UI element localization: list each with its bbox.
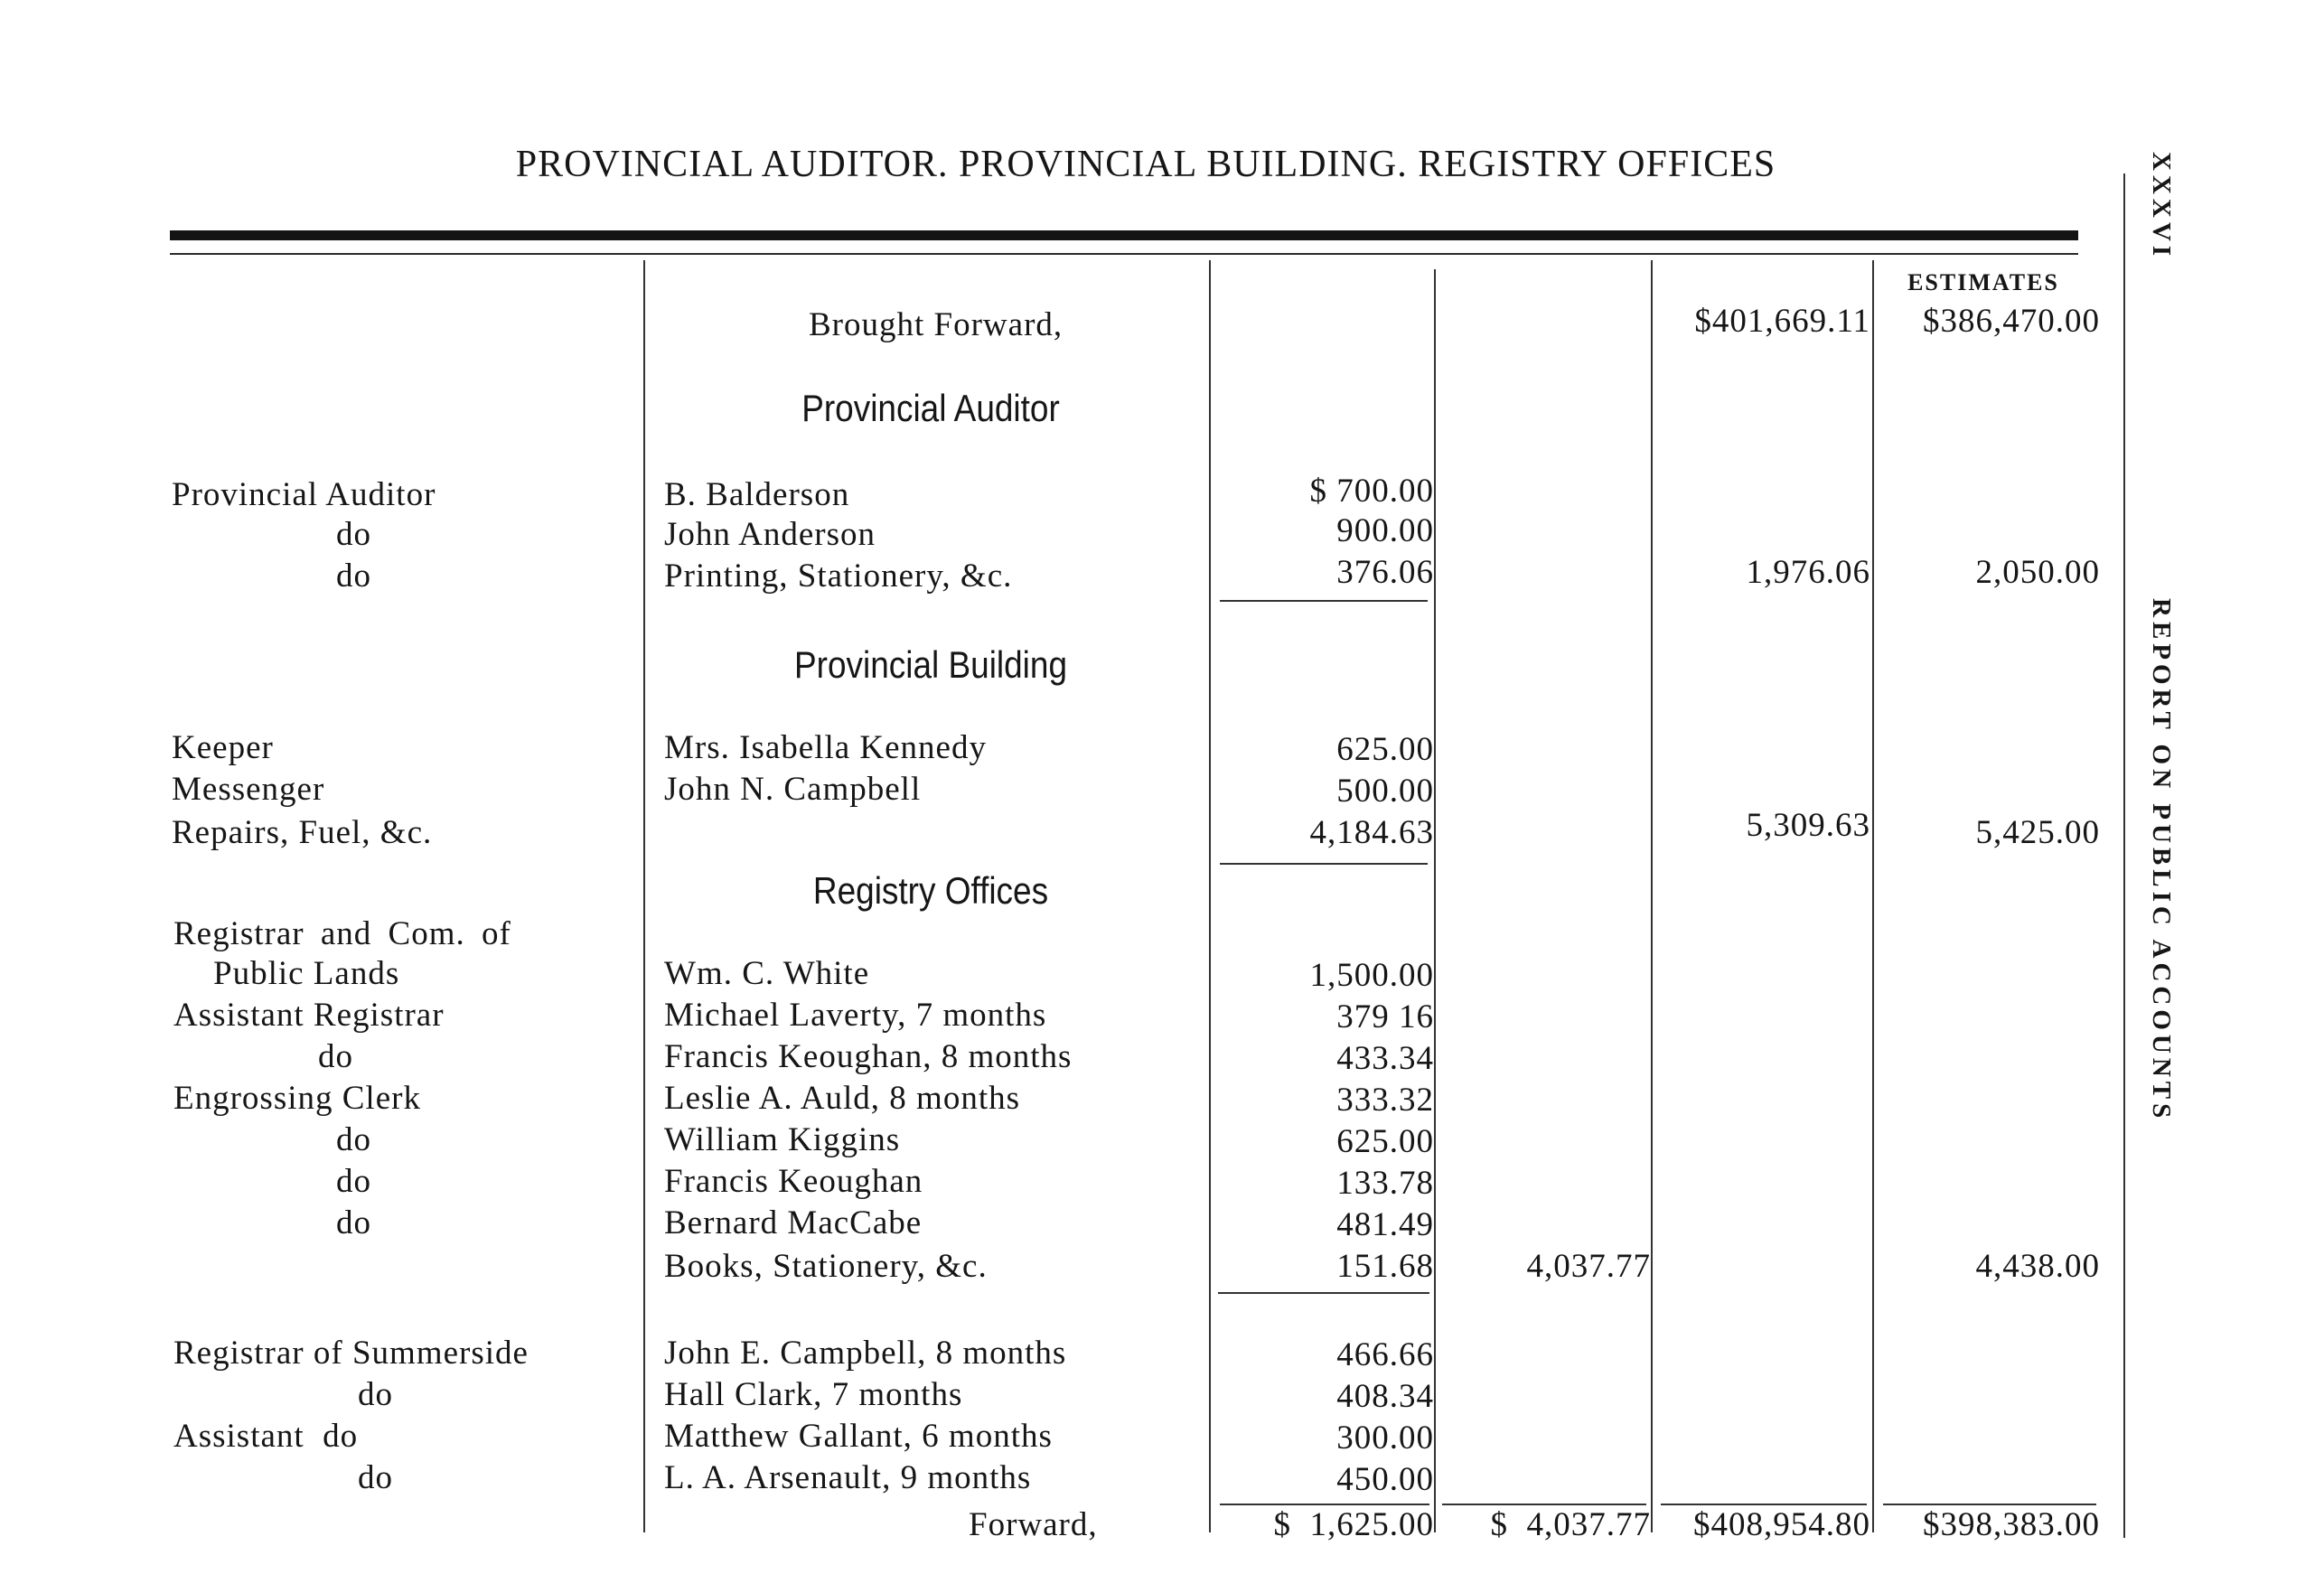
- amount: 450.00: [1336, 1461, 1434, 1498]
- amount: 4,184.63: [1309, 814, 1434, 851]
- amount: 625.00: [1336, 731, 1434, 768]
- amount: 333.32: [1336, 1082, 1434, 1119]
- office-label: Repairs, Fuel, &c.: [172, 814, 433, 851]
- office-label: do: [336, 1204, 371, 1241]
- margin-rule: [2123, 173, 2125, 1538]
- amount: 900.00: [1336, 512, 1434, 549]
- section-total: 5,309.63: [1746, 807, 1870, 844]
- payee-name: Bernard MacCabe: [664, 1204, 923, 1241]
- subtotal-rule: [1220, 600, 1428, 602]
- forward-estimate: $398,383.00: [1923, 1506, 2100, 1543]
- payee-name: Matthew Gallant, 6 months: [664, 1418, 1053, 1455]
- payee-name: Francis Keoughan: [664, 1163, 923, 1200]
- payee-name: B. Balderson: [664, 476, 850, 513]
- amount: 376.06: [1336, 554, 1434, 591]
- payee-name: L. A. Arsenault, 9 months: [664, 1459, 1032, 1496]
- office-label: do: [358, 1459, 393, 1496]
- office-label: do: [336, 1121, 371, 1158]
- column-rule: [643, 260, 645, 1532]
- section-estimate: 5,425.00: [1975, 814, 2100, 851]
- page-header-title: PROVINCIAL AUDITOR. PROVINCIAL BUILDING. REGISTRY OFFICES: [515, 144, 1776, 185]
- payee-name: Mrs. Isabella Kennedy: [664, 729, 987, 766]
- header-thick-rule: [170, 230, 2078, 240]
- office-label: Messenger: [172, 771, 325, 808]
- brought-forward-label: Brought Forward,: [809, 306, 1064, 343]
- amount: 433.34: [1336, 1040, 1434, 1077]
- payee-name: Hall Clark, 7 months: [664, 1376, 963, 1413]
- office-label: Assistant Registrar: [173, 997, 445, 1034]
- office-label: do: [336, 516, 371, 553]
- office-label: Keeper: [172, 729, 274, 766]
- section-estimate: 2,050.00: [1975, 554, 2100, 591]
- payee-name: William Kiggins: [664, 1121, 901, 1158]
- office-label: Provincial Auditor: [172, 476, 436, 513]
- office-label: do: [336, 557, 371, 595]
- brought-forward-total: $401,669.11: [1694, 303, 1870, 340]
- payee-name: Wm. C. White: [664, 955, 870, 992]
- header-thin-rule: [170, 253, 2078, 255]
- subtotal-rule: [1220, 863, 1428, 865]
- payee-name: John N. Campbell: [664, 771, 922, 808]
- section-total: 4,037.77: [1526, 1248, 1651, 1285]
- column-rule: [1651, 260, 1653, 1532]
- payee-name: Leslie A. Auld, 8 months: [664, 1080, 1020, 1117]
- column-rule: [1209, 260, 1211, 1532]
- section-title: Provincial Building: [793, 643, 1068, 686]
- forward-col2: $ 4,037.77: [1490, 1506, 1651, 1543]
- subtotal-rule: [1218, 1292, 1429, 1294]
- amount: 133.78: [1336, 1165, 1434, 1202]
- payee-name: John E. Campbell, 8 months: [664, 1335, 1067, 1372]
- section-title: Registry Offices: [812, 869, 1049, 912]
- amount: 1,500.00: [1309, 957, 1434, 994]
- running-title: REPORT ON PUBLIC ACCOUNTS: [2147, 598, 2176, 1123]
- amount: 379 16: [1336, 998, 1434, 1035]
- section-estimate: 4,438.00: [1975, 1248, 2100, 1285]
- office-label: Registrar and Com. of: [173, 915, 511, 952]
- page-number: XXXVI: [2147, 152, 2176, 261]
- amount: 466.66: [1336, 1336, 1434, 1373]
- payee-name: John Anderson: [664, 516, 876, 553]
- payee-name: Francis Keoughan, 8 months: [664, 1038, 1073, 1075]
- amount: 408.34: [1336, 1378, 1434, 1415]
- office-label: do: [358, 1376, 393, 1413]
- payee-name: Books, Stationery, &c.: [664, 1248, 988, 1285]
- estimates-header: ESTIMATES: [1907, 269, 2059, 295]
- brought-forward-estimate: $386,470.00: [1923, 303, 2100, 340]
- office-label: Public Lands: [213, 955, 400, 992]
- payee-name: Printing, Stationery, &c.: [664, 557, 1013, 595]
- amount: 500.00: [1336, 773, 1434, 810]
- amount: 625.00: [1336, 1123, 1434, 1160]
- office-label: Registrar of Summerside: [173, 1335, 529, 1372]
- section-title: Provincial Auditor: [801, 387, 1060, 429]
- amount: 481.49: [1336, 1206, 1434, 1243]
- amount: $ 700.00: [1309, 473, 1434, 510]
- forward-label: Forward,: [969, 1506, 1098, 1543]
- forward-amount: $ 1,625.00: [1273, 1506, 1434, 1543]
- amount: 151.68: [1336, 1248, 1434, 1285]
- column-rule: [1872, 260, 1874, 1532]
- office-label: do: [336, 1163, 371, 1200]
- office-label: Assistant do: [173, 1418, 359, 1455]
- amount: 300.00: [1336, 1419, 1434, 1457]
- column-rule: [1434, 269, 1436, 1532]
- section-total: 1,976.06: [1746, 554, 1870, 591]
- office-label: Engrossing Clerk: [173, 1080, 421, 1117]
- forward-total: $408,954.80: [1693, 1506, 1870, 1543]
- office-label: do: [318, 1038, 353, 1075]
- payee-name: Michael Laverty, 7 months: [664, 997, 1047, 1034]
